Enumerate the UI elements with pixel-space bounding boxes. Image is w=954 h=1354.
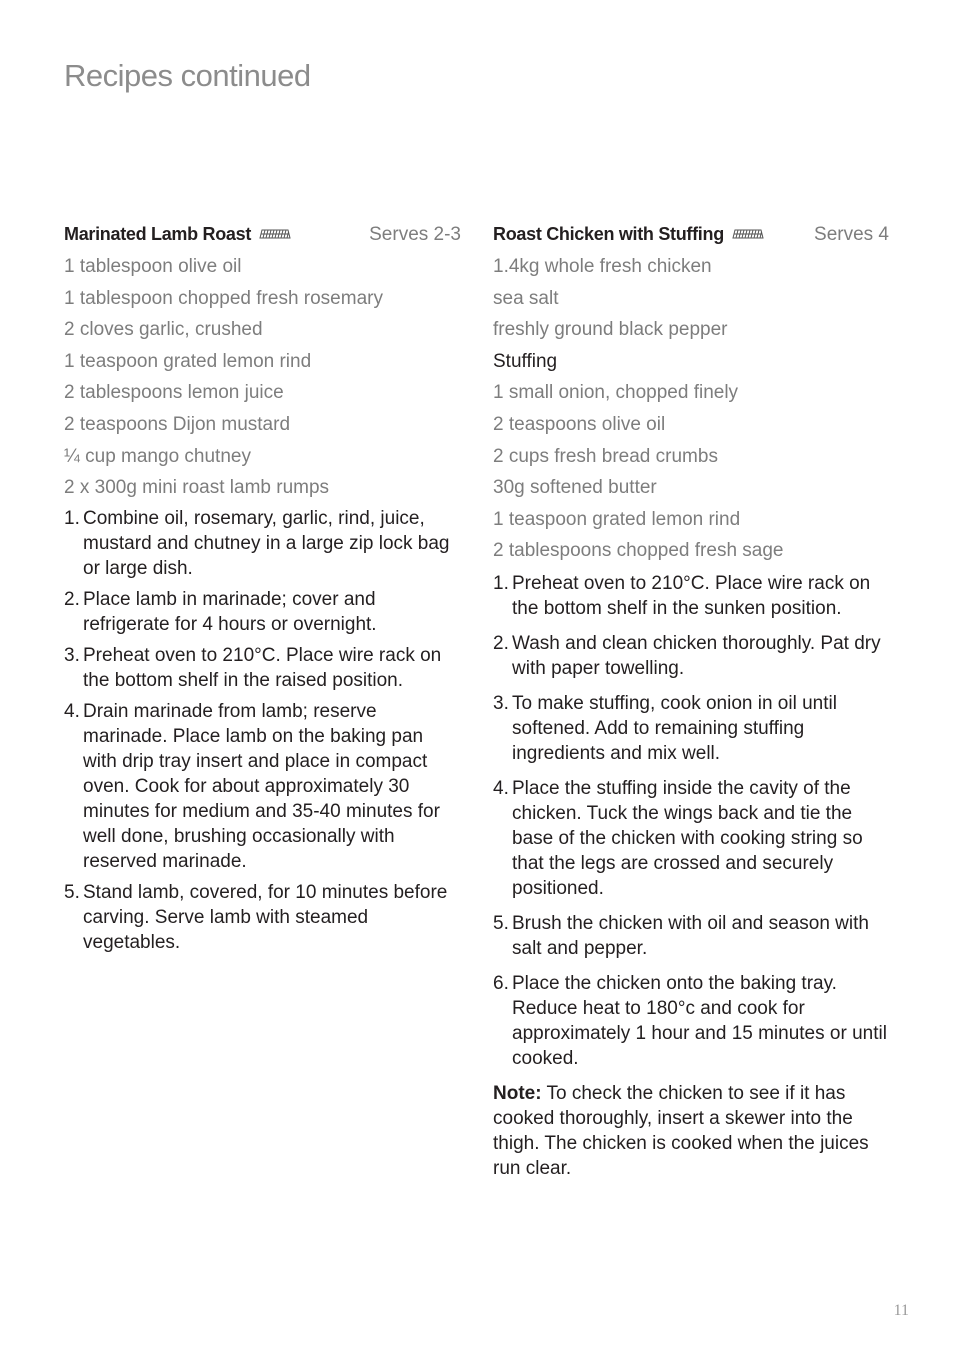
ingredient-item: 1 tablespoon chopped fresh rosemary [64,287,383,309]
page-title: Recipes continued [64,58,311,93]
ingredient-item: freshly ground black pepper [493,319,728,341]
ingredient-item: 2 cloves garlic, crushed [64,319,263,341]
ingredient-item: 1.4kg whole fresh chicken [493,256,712,277]
step-text: Wash and clean chicken thoroughly. Pat dry with paper towelling. [512,632,881,679]
step-text: Combine oil, rosemary, garlic, rind, juice, mustard and chutney in a large zip lock bag or large dish. [83,507,450,579]
ingredient-list [64,251,461,504]
recipe-roast-chicken [493,220,889,1181]
ingredient-list [493,251,889,567]
method-step [64,699,461,874]
step-text: Preheat oven to 210°C. Place wire rack on the bottom shelf in the sunken position. [512,572,871,619]
step-number: 5. [64,881,80,903]
note-text: To check the chicken to see if it has cooked thoroughly, insert a skewer into the thigh. The chicken is cooked when the juices run clear. [493,1082,869,1179]
method-step [493,571,889,621]
recipe-lamb-roast [64,220,461,961]
recipe-title-wrapper [493,220,764,248]
step-text: Preheat oven to 210°C. Place wire rack on the bottom shelf in the raised position. [83,644,442,691]
stuffing-subheading: Stuffing [493,350,558,372]
grill-rack-icon [732,227,764,241]
ingredient-item: 2 teaspoons Dijon mustard [64,413,291,435]
ingredient-item: 30g softened butter [493,477,657,499]
step-number: 2. [493,632,509,654]
step-number: 5. [493,912,509,934]
step-text: Place lamb in marinade; cover and refrigerate for 4 hours or overnight. [83,588,377,635]
step-text: Place the chicken onto the baking tray. Reduce heat to 180°c and cook for approximately 1 hour and 15 minutes or until cooked. [512,972,887,1069]
method-step [64,506,461,581]
step-number: 4. [493,777,509,799]
step-text: Place the stuffing inside the cavity of the chicken. Tuck the wings back and tie the base of the chicken with cooking string so that the legs are crossed and securely positioned. [512,777,863,899]
ingredient-item: ¼ cup mango chutney [64,445,251,467]
method-step [493,776,889,901]
ingredient-item: 1 small onion, chopped finely [493,382,739,404]
step-text: Brush the chicken with oil and season with salt and pepper. [512,912,869,959]
note-label: Note: [493,1082,542,1104]
recipe-note [493,1081,889,1181]
method-step [493,971,889,1071]
method-step [493,691,889,766]
ingredient-item: 2 x 300g mini roast lamb rumps [64,477,330,499]
recipe-header [64,220,461,251]
ingredient-item: 2 teaspoons olive oil [493,413,666,435]
method-step [493,911,889,961]
serves-label: Serves 2-3 [369,224,461,245]
step-number: 4. [64,700,80,722]
recipe-title: Marinated Lamb Roast [64,224,252,244]
step-text: To make stuffing, cook onion in oil until softened. Add to remaining stuffing ingredients and mix well. [512,692,837,764]
serves-label: Serves 4 [814,224,889,245]
recipe-title: Roast Chicken with Stuffing [493,224,724,244]
method-step [64,880,461,955]
ingredient-item: sea salt [493,287,559,309]
method-steps [64,506,461,955]
step-number: 6. [493,972,509,994]
ingredient-item: 1 teaspoon grated lemon rind [64,350,312,372]
ingredient-item: 1 teaspoon grated lemon rind [493,508,741,530]
step-number: 2. [64,588,80,610]
step-number: 1. [64,507,80,529]
ingredient-item: 1 tablespoon olive oil [64,256,242,277]
step-number: 1. [493,572,509,594]
step-text: Drain marinade from lamb; reserve marinade. Place lamb on the baking pan with drip tray insert and place in compact oven. Cook for about approximately 30 minutes for medium and 35-40 minutes for well done, brushing occasionally with reserved marinade. [83,700,440,872]
recipe-header [493,220,889,251]
grill-rack-icon [259,227,291,241]
method-step [64,643,461,693]
ingredient-item: 2 tablespoons chopped fresh sage [493,540,784,562]
method-step [64,587,461,637]
ingredient-item: 2 cups fresh bread crumbs [493,445,718,467]
recipe-title-wrapper [64,220,291,248]
ingredient-item: 2 tablespoons lemon juice [64,382,284,404]
page-number: 11 [893,1302,909,1319]
step-number: 3. [64,644,80,666]
step-text: Stand lamb, covered, for 10 minutes before carving. Serve lamb with steamed vegetables. [83,881,448,953]
method-step [493,631,889,681]
step-number: 3. [493,692,509,714]
method-steps [493,571,889,1071]
